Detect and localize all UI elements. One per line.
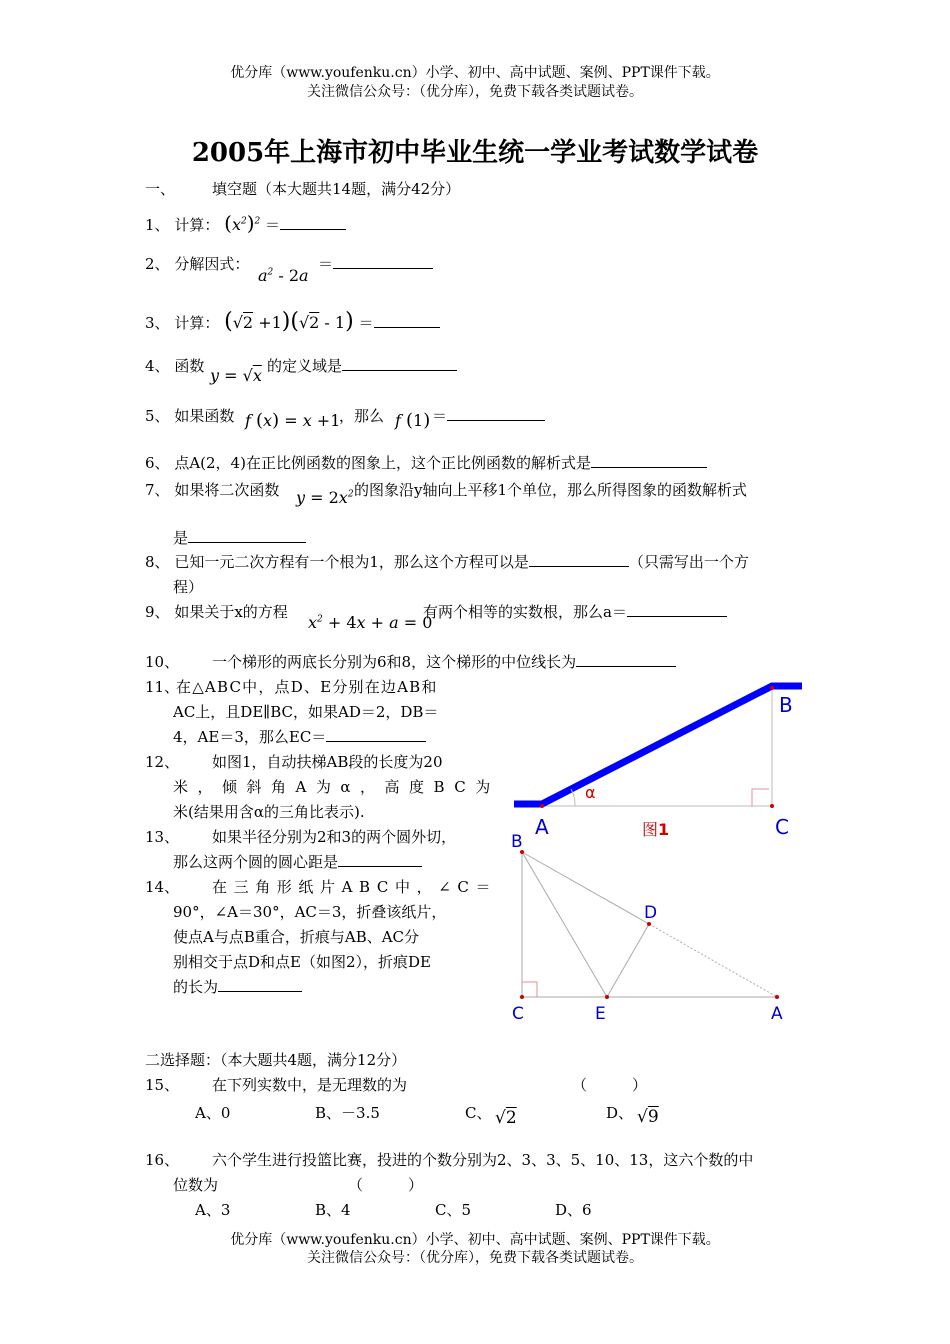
q10-text: 一个梯形的两底长分别为6和8，这个梯形的中位线长为 <box>212 653 577 671</box>
q2-formula: $a^2 - 2a$ <box>258 266 309 285</box>
q15-number: 15、 <box>145 1076 180 1094</box>
header-line-2: 关注微信公众号：（优分库），免费下载各类试题试卷。 <box>307 84 643 100</box>
q8-number: 8、 <box>145 553 170 571</box>
q15-option-c: C、 <box>465 1104 492 1122</box>
q9-answer <box>423 601 727 622</box>
q4-answer <box>267 355 457 376</box>
fig2-label-d: D <box>644 903 658 923</box>
fig2-label-b: B <box>511 832 523 852</box>
q14-number: 14、 <box>145 878 180 896</box>
q7-number: 7、 <box>145 481 170 499</box>
q12-line-1: 如图1，自动扶梯AB段的长度为20 <box>212 753 443 771</box>
header-line-1: 优分库（www.youfenku.cn）小学、初中、高中试题、案例、PPT课件下载。 <box>230 65 720 81</box>
question-3 <box>145 309 440 334</box>
q15-paren: （ ） <box>572 1076 648 1094</box>
q4-tail: 的定义域是 <box>267 357 343 375</box>
q3-blank <box>374 313 440 328</box>
q2-blank <box>333 254 433 269</box>
question-9 <box>145 601 288 622</box>
fig1-alpha-label: α <box>585 783 596 802</box>
q8-text: 已知一元二次方程有一个根为1，那么这个方程可以是 <box>174 553 529 571</box>
question-6 <box>145 452 707 473</box>
q4-blank <box>342 356 457 371</box>
q5-formula-f: f (x) = x +1 <box>245 410 341 431</box>
q15-option-b: B、－3.5 <box>315 1104 380 1122</box>
q5-blank <box>447 406 545 421</box>
q5-formula-f1: f (1) <box>395 410 431 431</box>
q9-tail: 有两个相等的实数根，那么a＝ <box>423 603 627 621</box>
q5-equals: ＝ <box>432 407 448 425</box>
q12-number: 12、 <box>145 753 180 771</box>
q14-line-4: 别相交于点D和点E（如图2），折痕DE <box>173 953 431 971</box>
q13-number: 13、 <box>145 828 180 846</box>
q11-blank <box>326 727 426 742</box>
fig2-point-e <box>605 995 609 999</box>
fig2-right-angle-mark <box>522 982 537 997</box>
q3-equals: ＝ <box>358 314 374 332</box>
fig1-point-b <box>770 686 774 690</box>
q6-blank <box>591 453 707 468</box>
q13-blank <box>338 852 422 867</box>
figure-2 <box>505 828 805 1032</box>
q11-line-1: 在△ABC中，点D、E分别在边AB和 <box>176 678 438 696</box>
q3-number: 3、 <box>145 314 170 332</box>
section-2-label: 二选择题：（本大题共4题，满分12分） <box>145 1051 407 1069</box>
q13-line-2 <box>173 851 422 872</box>
q14-line-3: 使点A与点B重合，折痕与AB、AC分 <box>173 928 420 946</box>
fig2-segment-bd <box>522 852 649 924</box>
q16-option-d: D、6 <box>555 1201 592 1219</box>
q9-text: 如果关于x的方程 <box>174 603 288 621</box>
fig1-caption-num: 1 <box>658 820 670 839</box>
question-8 <box>145 551 749 572</box>
question-4 <box>145 355 204 376</box>
fig2-crease-de <box>607 924 649 997</box>
q15-option-d-formula: √9 <box>637 1107 659 1127</box>
q1-equals: ＝ <box>265 216 281 234</box>
q2-equals: ＝ <box>318 255 334 273</box>
q14-line-2: 90°，∠A＝30°，AC＝3，折叠该纸片， <box>173 903 447 921</box>
q1-formula: $(x^2)^2$ <box>224 211 261 235</box>
fig2-point-c <box>520 995 524 999</box>
q16-option-c: C、5 <box>435 1201 472 1219</box>
q7-tail: 的图象沿y轴向上平移1个单位，那么所得图象的函数解析式 <box>354 481 748 499</box>
section-1-number: 一、 <box>145 180 176 198</box>
fig2-segment-da-dashed <box>649 924 777 997</box>
q6-number: 6、 <box>145 454 170 472</box>
fig1-label-b: B <box>779 693 793 717</box>
q11-line-2: AC上，且DE∥BC，如果AD＝2，DB＝ <box>173 703 439 721</box>
q16-option-a: A、3 <box>195 1201 231 1219</box>
fig2-label-c: C <box>512 1004 524 1024</box>
q4-formula: y = √x <box>210 366 262 385</box>
page-title: 2005年上海市初中毕业生统一学业考试数学试卷 <box>191 138 759 168</box>
question-7 <box>145 479 279 500</box>
figure-1 <box>505 676 810 850</box>
q9-number: 9、 <box>145 603 170 621</box>
q8-blank <box>529 552 629 567</box>
q12-line-2: 米，倾斜角A为α，高度BC为 <box>173 778 500 796</box>
q15-option-d: D、 <box>606 1104 634 1122</box>
q16-number: 16、 <box>145 1151 180 1169</box>
q3-formula: (√2 +1)(√2 - 1) <box>224 309 354 334</box>
fig2-point-a <box>775 995 779 999</box>
q5-answer <box>432 405 545 426</box>
section-1-label: 填空题（本大题共14题，满分42分） <box>212 180 461 198</box>
q7-line2-text: 是 <box>173 529 189 547</box>
fig2-label-e: E <box>595 1004 606 1024</box>
q12-line-3: 米(结果用含α的三角比表示). <box>173 803 365 821</box>
q11-number: 11、 <box>145 678 180 696</box>
q2-number: 2、 <box>145 255 170 273</box>
fig1-point-a <box>540 804 544 808</box>
question-2 <box>145 253 249 274</box>
fig1-escalator <box>514 686 802 804</box>
q1-blank <box>280 215 346 230</box>
q6-text: 点A(2，4)在正比例函数的图象上，这个正比例函数的解析式是 <box>174 454 591 472</box>
q13-line-1: 如果半径分别为2和3的两个圆外切， <box>212 828 457 846</box>
fig2-label-a: A <box>771 1004 783 1024</box>
q1-number: 1、 <box>145 216 170 234</box>
fig1-caption-pre: 图 <box>642 820 659 839</box>
q5-text: 如果函数 <box>174 407 235 425</box>
q15-option-c-formula: √2 <box>495 1108 517 1128</box>
q9-blank <box>627 602 727 617</box>
q8-tail: （只需写出一个方 <box>628 553 749 571</box>
fig1-label-a: A <box>535 815 549 839</box>
q7-line-2 <box>173 527 306 548</box>
fig1-point-c <box>770 804 774 808</box>
q16-line-2: 位数为 <box>173 1176 219 1194</box>
footer-line-2: 关注微信公众号：（优分库），免费下载各类试题试卷。 <box>307 1250 643 1266</box>
q14-line-1: 在三角形纸片ABC中，∠C＝ <box>212 878 498 896</box>
q16-text: 六个学生进行投篮比赛，投进的个数分别为2、3、3、5、10、13，这六个数的中 <box>212 1151 754 1169</box>
q10-number: 10、 <box>145 653 180 671</box>
q2-text: 分解因式： <box>174 255 250 273</box>
fig1-right-angle-mark <box>752 789 769 806</box>
q11-line3-text: 4，AE＝3，那么EC＝ <box>173 728 327 746</box>
q4-number: 4、 <box>145 357 170 375</box>
q14-blank <box>218 977 302 992</box>
q7-formula: $y = 2x^2$ <box>296 488 354 507</box>
q14-line5-text: 的长为 <box>173 978 219 996</box>
q7-text: 如果将二次函数 <box>174 481 280 499</box>
q3-text: 计算： <box>174 314 220 332</box>
q2-answer <box>318 253 433 274</box>
q8-line-2: 程） <box>173 578 204 596</box>
fig1-label-c: C <box>775 815 789 839</box>
q11-line-3 <box>173 726 426 747</box>
figure-2-svg <box>505 828 805 1028</box>
q15-option-a: A、0 <box>195 1104 231 1122</box>
q10-blank <box>576 652 676 667</box>
q1-text: 计算： <box>174 216 220 234</box>
q15-text: 在下列实数中，是无理数的为 <box>212 1076 408 1094</box>
q9-formula: $x^2 + 4x + a = 0$ <box>308 613 433 632</box>
q13-line2-text: 那么这两个圆的圆心距是 <box>173 853 339 871</box>
question-1 <box>145 211 346 235</box>
fig2-segment-be <box>522 852 607 997</box>
question-10 <box>212 651 676 672</box>
q16-option-b: B、4 <box>315 1201 351 1219</box>
q5-mid: ，那么 <box>339 407 385 425</box>
footer-line-1: 优分库（www.youfenku.cn）小学、初中、高中试题、案例、PPT课件下载。 <box>230 1232 720 1248</box>
q14-line-5 <box>173 976 302 997</box>
q4-text: 函数 <box>174 357 205 375</box>
q7-blank <box>188 528 306 543</box>
q5-number: 5、 <box>145 407 170 425</box>
q16-paren: （ ） <box>348 1176 424 1194</box>
question-5 <box>145 405 234 426</box>
figure-1-svg <box>505 676 810 846</box>
